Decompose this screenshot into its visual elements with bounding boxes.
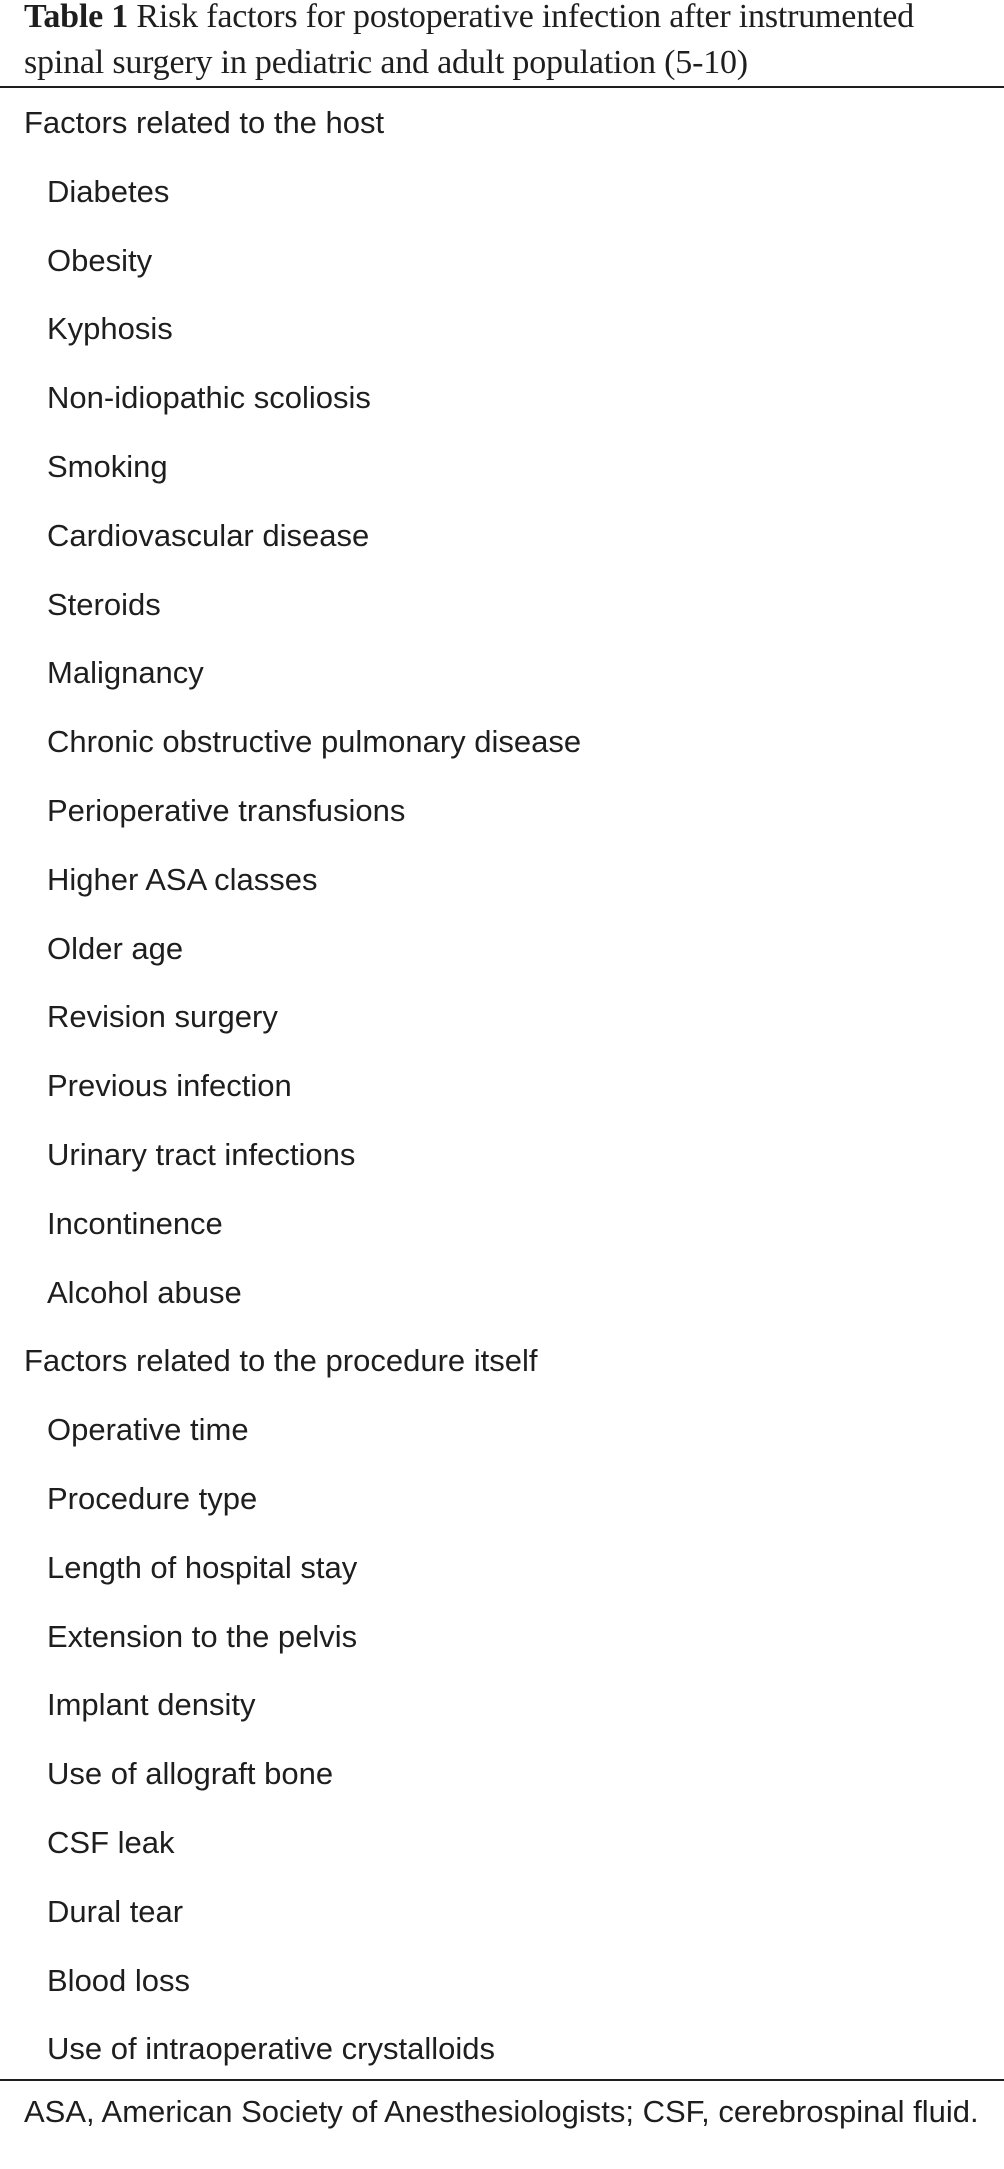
risk-factor-row: Previous infection bbox=[47, 1068, 292, 1104]
risk-factor-row: Alcohol abuse bbox=[47, 1274, 242, 1310]
risk-factor-row: Revision surgery bbox=[47, 999, 278, 1035]
group-heading: Factors related to the procedure itself bbox=[24, 1343, 538, 1379]
table-caption-label: Table 1 bbox=[24, 0, 129, 35]
risk-factor-row: Urinary tract infections bbox=[47, 1136, 356, 1172]
risk-factor-row: Chronic obstructive pulmonary disease bbox=[47, 724, 582, 760]
table-caption bbox=[24, 0, 984, 86]
risk-factor-row: Implant density bbox=[47, 1687, 256, 1723]
risk-factor-row: Extension to the pelvis bbox=[47, 1618, 358, 1654]
risk-factor-row: CSF leak bbox=[47, 1824, 175, 1860]
risk-factor-row: Smoking bbox=[47, 448, 168, 484]
risk-factor-row: Malignancy bbox=[47, 655, 204, 691]
risk-factor-row: Dural tear bbox=[47, 1893, 184, 1929]
risk-factor-row: Incontinence bbox=[47, 1205, 223, 1241]
risk-factor-row: Perioperative transfusions bbox=[47, 792, 406, 828]
risk-factor-row: Obesity bbox=[47, 242, 153, 278]
group-heading: Factors related to the host bbox=[24, 105, 385, 140]
risk-factor-row: Older age bbox=[47, 930, 184, 966]
risk-factor-row: Non-idiopathic scoliosis bbox=[47, 380, 371, 416]
risk-factor-row: Kyphosis bbox=[47, 311, 173, 347]
risk-factor-row: Diabetes bbox=[47, 173, 170, 209]
risk-factor-row: Steroids bbox=[47, 586, 161, 622]
risk-factor-row: Cardiovascular disease bbox=[47, 517, 370, 553]
risk-factor-row: Use of intraoperative crystalloids bbox=[47, 2031, 495, 2067]
risk-factor-row: Operative time bbox=[47, 1412, 249, 1448]
table-caption-text: Risk factors for postoperative infection after instrumented spinal surgery in pediatric and adult population (5-10) bbox=[24, 0, 914, 81]
risk-factor-row: Higher ASA classes bbox=[47, 861, 318, 897]
table-top-rule bbox=[0, 86, 1004, 88]
table-bottom-rule bbox=[0, 2079, 1004, 2081]
risk-factor-row: Blood loss bbox=[47, 1962, 191, 1998]
risk-factor-table bbox=[0, 89, 1004, 2084]
risk-factor-row: Length of hospital stay bbox=[47, 1549, 358, 1585]
risk-factor-row: Use of allograft bone bbox=[47, 1756, 334, 1792]
risk-factor-row: Procedure type bbox=[47, 1480, 258, 1516]
table-footnote: ASA, American Society of Anesthesiologists; CSF, cerebrospinal fluid. bbox=[24, 2094, 979, 2129]
